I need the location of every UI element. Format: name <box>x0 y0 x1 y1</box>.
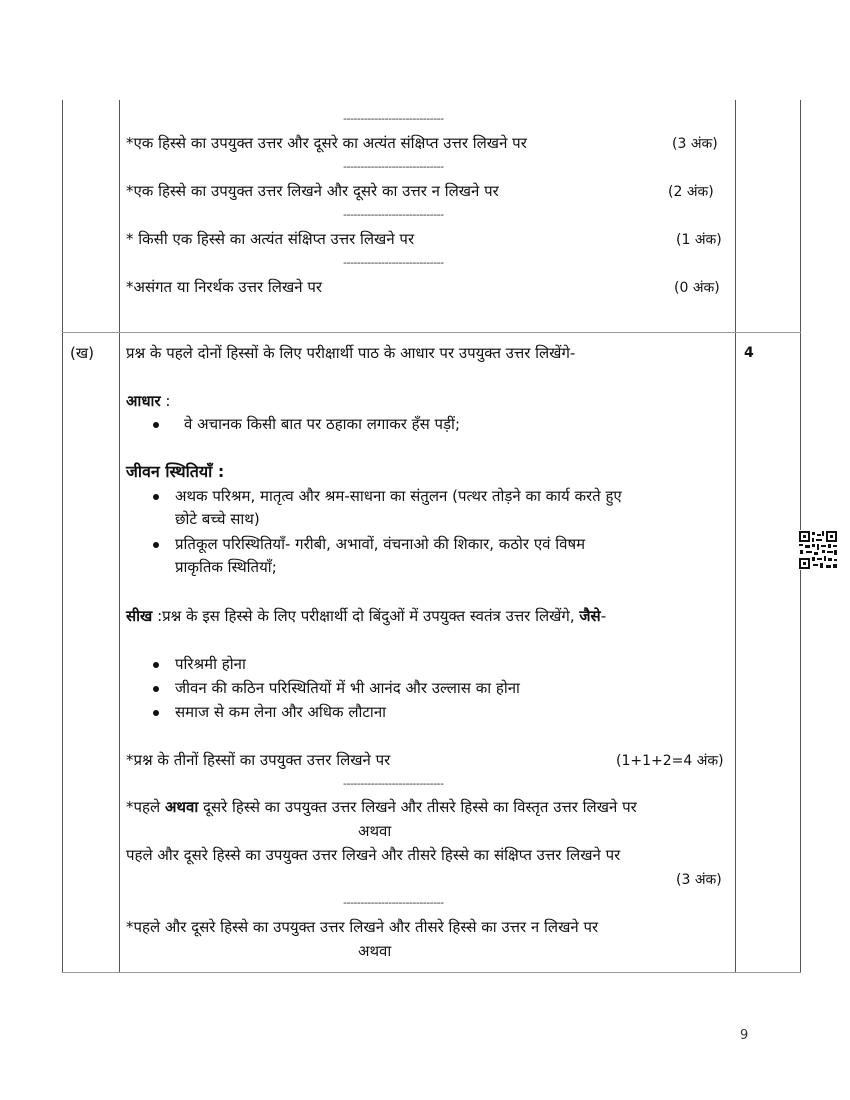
seekh-item: जीवन की कठिन परिस्थितियों में भी आनंद और उल्लास का होना <box>175 679 520 697</box>
scoring-marks: (2 अंक) <box>668 184 714 200</box>
question-label: (ख) <box>70 344 94 362</box>
table-border-col1 <box>119 100 120 973</box>
scoring2-prefix: *पहले <box>126 798 165 816</box>
separator: ----------------------------- <box>343 112 444 125</box>
bullet-icon <box>153 494 159 500</box>
scoring2-suffix: दूसरे हिस्से का उपयुक्त उत्तर लिखने और तीसरे हिस्से का विस्तृत उत्तर लिखने पर <box>198 798 637 816</box>
scoring-line: *पहले और दूसरे हिस्से का उपयुक्त उत्तर लिखने और तीसरे हिस्से का उत्तर न लिखने पर <box>126 918 599 936</box>
seekh-item: समाज से कम लेना और अधिक लौटाना <box>175 703 387 721</box>
scoring-line <box>126 797 637 817</box>
scoring-line: *प्रश्न के तीनों हिस्सों का उपयुक्त उत्तर लिखने पर <box>126 751 391 769</box>
separator: ----------------------------- <box>343 896 444 909</box>
aadhar-label: आधार <box>126 392 161 410</box>
row-divider <box>62 332 801 333</box>
jeevan-item-2: प्रतिकूल परिस्थितियाँ- गरीबी, अभावों, वंचनाओ की शिकार, कठोर एवं विषम <box>175 535 586 553</box>
table-border-bottom <box>62 972 801 973</box>
scoring-marks: (3 अंक) <box>672 136 718 152</box>
bullet-icon <box>153 686 159 692</box>
scoring-line: *एक हिस्से का उपयुक्त उत्तर और दूसरे का अत्यंत संक्षिप्त उत्तर लिखने पर <box>126 134 527 152</box>
page-number: 9 <box>740 1028 749 1043</box>
or-text: अथवा <box>358 822 392 840</box>
separator: ----------------------------- <box>343 777 444 790</box>
seekh-dash: - <box>600 607 607 625</box>
bullet-icon <box>153 710 159 716</box>
scoring-marks: (1+1+2=4 अंक) <box>616 753 724 769</box>
aadhar-item: वे अचानक किसी बात पर ठहाका लगाकर हँस पड़ीं; <box>184 415 460 433</box>
qr-code-icon <box>798 530 838 570</box>
scoring-line: *एक हिस्से का उपयुक्त उत्तर लिखने और दूसरे का उत्तर न लिखने पर <box>126 182 499 200</box>
total-marks: 4 <box>744 345 754 361</box>
jeevan-item-1: अथक परिश्रम, मातृत्व और श्रम-साधना का संतुलन (पत्थर तोड़ने का कार्य करते हुए <box>175 487 622 505</box>
intro-text: प्रश्न के पहले दोनों हिस्सों के लिए परीक्षार्थी पाठ के आधार पर उपयुक्त उत्तर लिखेंगे- <box>126 344 576 362</box>
scoring-marks: (1 अंक) <box>676 232 722 248</box>
separator: ----------------------------- <box>343 256 444 269</box>
table-border-col2 <box>735 100 736 973</box>
scoring-line: *असंगत या निरर्थक उत्तर लिखने पर <box>126 278 322 296</box>
separator: ----------------------------- <box>343 208 444 221</box>
seekh-item: परिश्रमी होना <box>175 655 246 673</box>
scoring-line: पहले और दूसरे हिस्से का उपयुक्त उत्तर लिखने और तीसरे हिस्से का संक्षिप्त उत्तर लिखने पर <box>126 846 621 864</box>
scoring-marks: (0 अंक) <box>674 280 720 296</box>
scoring2-bold: अथवा <box>164 798 199 816</box>
aadhar-heading <box>126 391 170 411</box>
bullet-icon <box>153 542 159 548</box>
aadhar-colon: : <box>165 392 171 410</box>
table-border-left <box>62 100 63 973</box>
or-text: अथवा <box>358 942 392 960</box>
seekh-line <box>126 606 606 626</box>
separator: ----------------------------- <box>343 160 444 173</box>
bullet-icon <box>153 662 159 668</box>
jeevan-heading: जीवन स्थितियाँ : <box>126 462 225 481</box>
bullet-icon <box>153 422 159 428</box>
jeevan-item-1-cont: छोटे बच्चे साथ) <box>175 510 260 528</box>
seekh-heading: सीख <box>126 607 153 625</box>
scoring-marks: (3 अंक) <box>676 872 722 888</box>
seekh-jaise: जैसे <box>579 607 601 625</box>
jeevan-item-2-cont: प्राकृतिक स्थितियाँ; <box>175 558 277 576</box>
seekh-text: :प्रश्न के इस हिस्से के लिए परीक्षार्थी दो बिंदुओं में उपयुक्त स्वतंत्र उत्तर लिखेंगे, <box>152 607 580 625</box>
scoring-line: * किसी एक हिस्से का अत्यंत संक्षिप्त उत्तर लिखने पर <box>126 230 415 248</box>
